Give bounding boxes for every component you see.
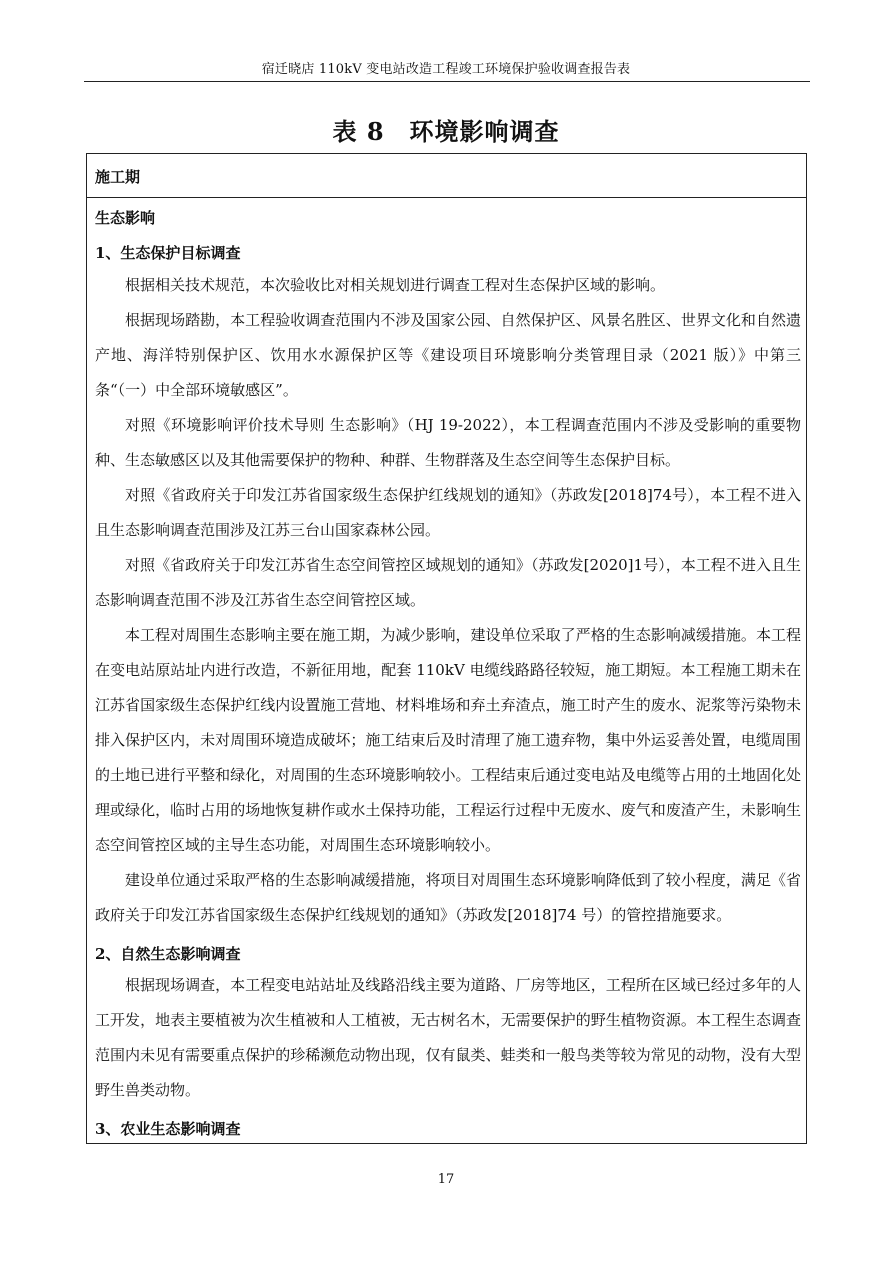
survey-table: [86, 153, 807, 1144]
paragraph: 根据现场调查，本工程变电站站址及线路沿线主要为道路、厂房等地区，工程所在区域已经过多年的人工开发，地表主要植被为次生植被和人工植被，无古树名木，无需要保护的野生植物资源。本工程生态调查范围内未见有需要重点保护的珍稀濒危动物出现，仅有鼠类、蛙类和一般鸟类等较为常见的动物，没有大型野生兽类动物。: [95, 976, 801, 1099]
heading-natural-ecology: 2、自然生态影响调查: [95, 945, 241, 963]
paragraph: 根据相关技术规范，本次验收比对相关规划进行调查工程对生态保护区域的影响。: [125, 276, 666, 294]
section-title: 生态影响: [95, 209, 156, 227]
period-label: 施工期: [95, 168, 141, 186]
paragraph: 对照《省政府关于印发江苏省国家级生态保护红线规划的通知》（苏政发[2018]74号），本工程不进入且生态影响调查范围涉及江苏三台山国家森林公园。: [95, 486, 801, 539]
running-header: 宿迁晓店 110kV 变电站改造工程竣工环境保护验收调查报告表: [261, 62, 631, 77]
table-title: 表 8 环境影响调查: [332, 117, 560, 146]
paragraph: 建设单位通过采取严格的生态影响减缓措施，将项目对周围生态环境影响降低到了较小程度，满足《省政府关于印发江苏省国家级生态保护红线规划的通知》（苏政发[2018]74 号）的管控措施要求。: [95, 871, 801, 924]
paragraph: 对照《环境影响评价技术导则 生态影响》（HJ 19-2022），本工程调查范围内不涉及受影响的重要物种、生态敏感区以及其他需要保护的物种、种群、生物群落及生态空间等生态保护目标。: [95, 416, 801, 469]
heading-ecological-targets: 1、生态保护目标调查: [95, 244, 241, 262]
paragraph: 本工程对周围生态影响主要在施工期，为减少影响，建设单位采取了严格的生态影响减缓措施。本工程在变电站原站址内进行改造，不新征用地，配套 110kV 电缆线路路径较短，施工期短。本工程施工期未在江苏省国家级生态保护红线内设置施工营地、材料堆场和弃土弃渣点，施工时产生的废水、泥浆等污染物未排入保护区内，未对周围环境造成破坏；施工结束后及时清理了施工遗弃物，集中外运妥善处置，电缆周围的土地已进行平整和绿化，对周围的生态环境影响较小。工程结束后通过变电站及电缆等占用的土地固化处理或绿化，临时占用的场地恢复耕作或水土保持功能，工程运行过程中无废水、废气和废渣产生，未影响生态空间管控区域的主导生态功能，对周围生态环境影响较小。: [95, 626, 801, 854]
header-rule: [84, 81, 810, 82]
heading-agricultural-ecology: 3、农业生态影响调查: [95, 1120, 241, 1138]
paragraph: 对照《省政府关于印发江苏省生态空间管控区域规划的通知》（苏政发[2020]1号），本工程不进入且生态影响调查范围不涉及江苏省生态空间管控区域。: [95, 556, 801, 609]
period-row: [87, 154, 806, 198]
page-number: 17: [437, 1172, 455, 1187]
paragraph: 根据现场踏勘，本工程验收调查范围内不涉及国家公园、自然保护区、风景名胜区、世界文化和自然遗产地、海洋特别保护区、饮用水水源保护区等《建设项目环境影响分类管理目录（2021 版）》中第三条“（一）中全部环境敏感区”。: [95, 311, 801, 399]
